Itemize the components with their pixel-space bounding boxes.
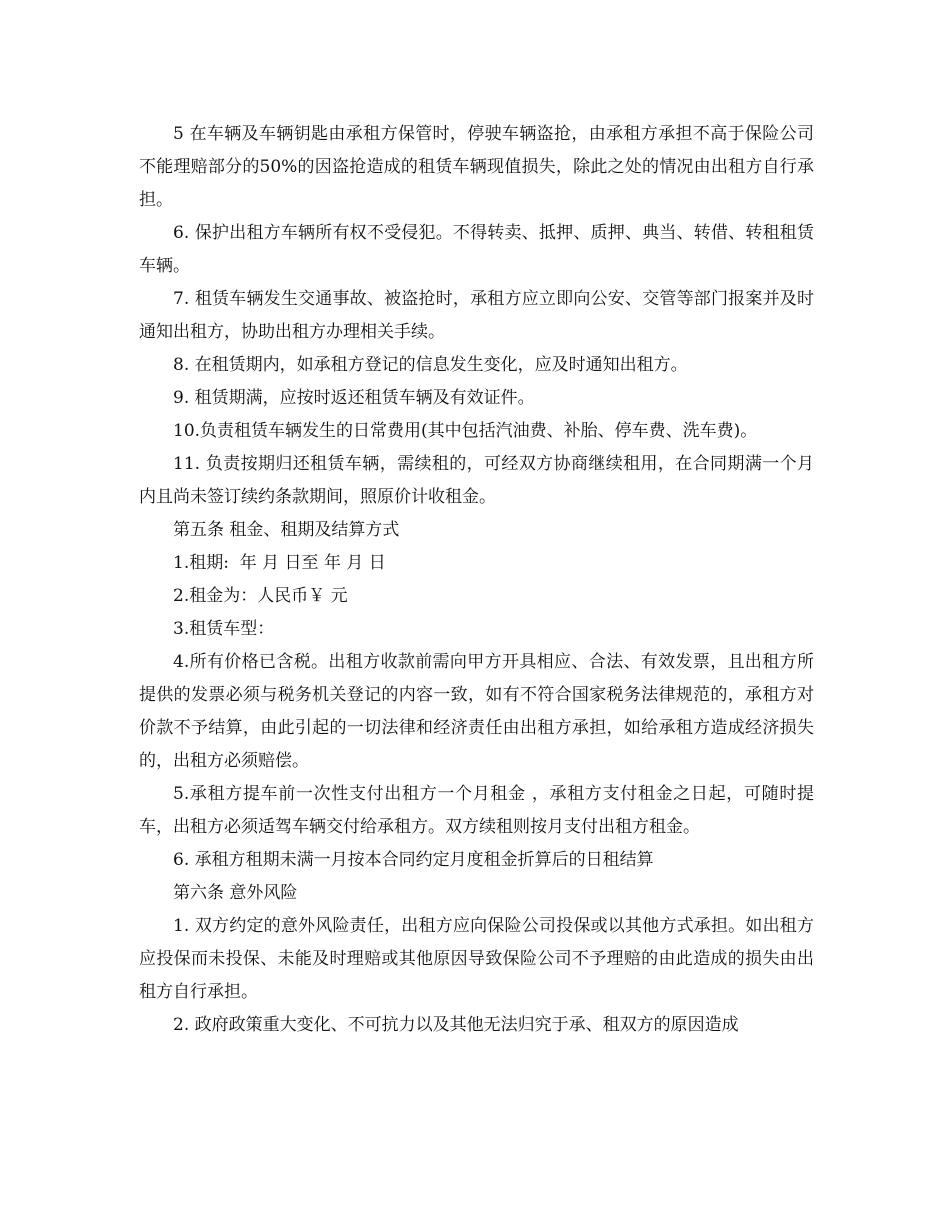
section-heading-article-6: 第六条 意外风险: [173, 883, 298, 903]
paragraph-force-majeure: 2. 政府政策重大变化、不可抗力以及其他无法归究于承、租双方的原因造成: [173, 1015, 739, 1035]
paragraph-daily-settlement: 6. 承租方租期未满一月按本合同约定月度租金折算后的日租结算: [173, 850, 654, 870]
paragraph-payment: 5.承租方提车前一次性支付出租方一个月租金 ，承租方支付租金之日起，可随时提车，出租方必须适驾车辆交付给承租方。双方续租则按月支付出租方租金。: [139, 784, 814, 837]
paragraph-rent-amount: 2.租金为：人民币￥ 元: [173, 586, 348, 606]
paragraph-clause-7-accident: 7. 租赁车辆发生交通事故、被盗抢时，承租方应立即向公安、交管等部门报案并及时通知出租方，协助出租方办理相关手续。: [139, 289, 814, 342]
section-heading-article-5: 第五条 租金、租期及结算方式: [173, 520, 400, 540]
paragraph-rent-term: 1.租期: 年 月 日至 年 月 日: [173, 553, 386, 573]
document-body: [139, 118, 814, 1042]
paragraph-clause-10-daily-costs: 10.负责租赁车辆发生的日常费用(其中包括汽油费、补胎、停车费、洗车费)。: [173, 421, 758, 441]
paragraph-clause-8-info-change: 8. 在租赁期内，如承租方登记的信息发生变化，应及时通知出租方。: [173, 355, 688, 375]
paragraph-clause-5-theft: 5 在车辆及车辆钥匙由承租方保管时，停驶车辆盗抢，由承租方承担不高于保险公司不能理赔部分的50%的因盗抢造成的租赁车辆现值损失，除此之处的情况由出租方自行承担。: [139, 124, 814, 210]
paragraph-risk-insurance: 1. 双方约定的意外风险责任，出租方应向保险公司投保或以其他方式承担。如出租方应投保而未投保、未能及时理赔或其他原因导致保险公司不予理赔的由此造成的损失由出租方自行承担。: [139, 916, 814, 1002]
paragraph-vehicle-model: 3.租赁车型：: [173, 619, 275, 639]
paragraph-tax-invoice: 4.所有价格已含税。出租方收款前需向甲方开具相应、合法、有效发票，且出租方所提供的发票必须与税务机关登记的内容一致，如有不符合国家税务法律规范的，承租方对价款不予结算，由此引起的一切法律和经济责任由出租方承担，如给承租方造成经济损失的，出租方必须赔偿。: [139, 652, 814, 771]
paragraph-clause-11-renewal: 11. 负责按期归还租赁车辆，需续租的，可经双方协商继续租用，在合同期满一个月内且尚未签订续约条款期间，照原价计收租金。: [139, 454, 814, 507]
paragraph-clause-9-return: 9. 租赁期满，应按时返还租赁车辆及有效证件。: [173, 388, 535, 408]
paragraph-clause-6-ownership: 6. 保护出租方车辆所有权不受侵犯。不得转卖、抵押、质押、典当、转借、转租租赁车辆。: [139, 223, 814, 276]
